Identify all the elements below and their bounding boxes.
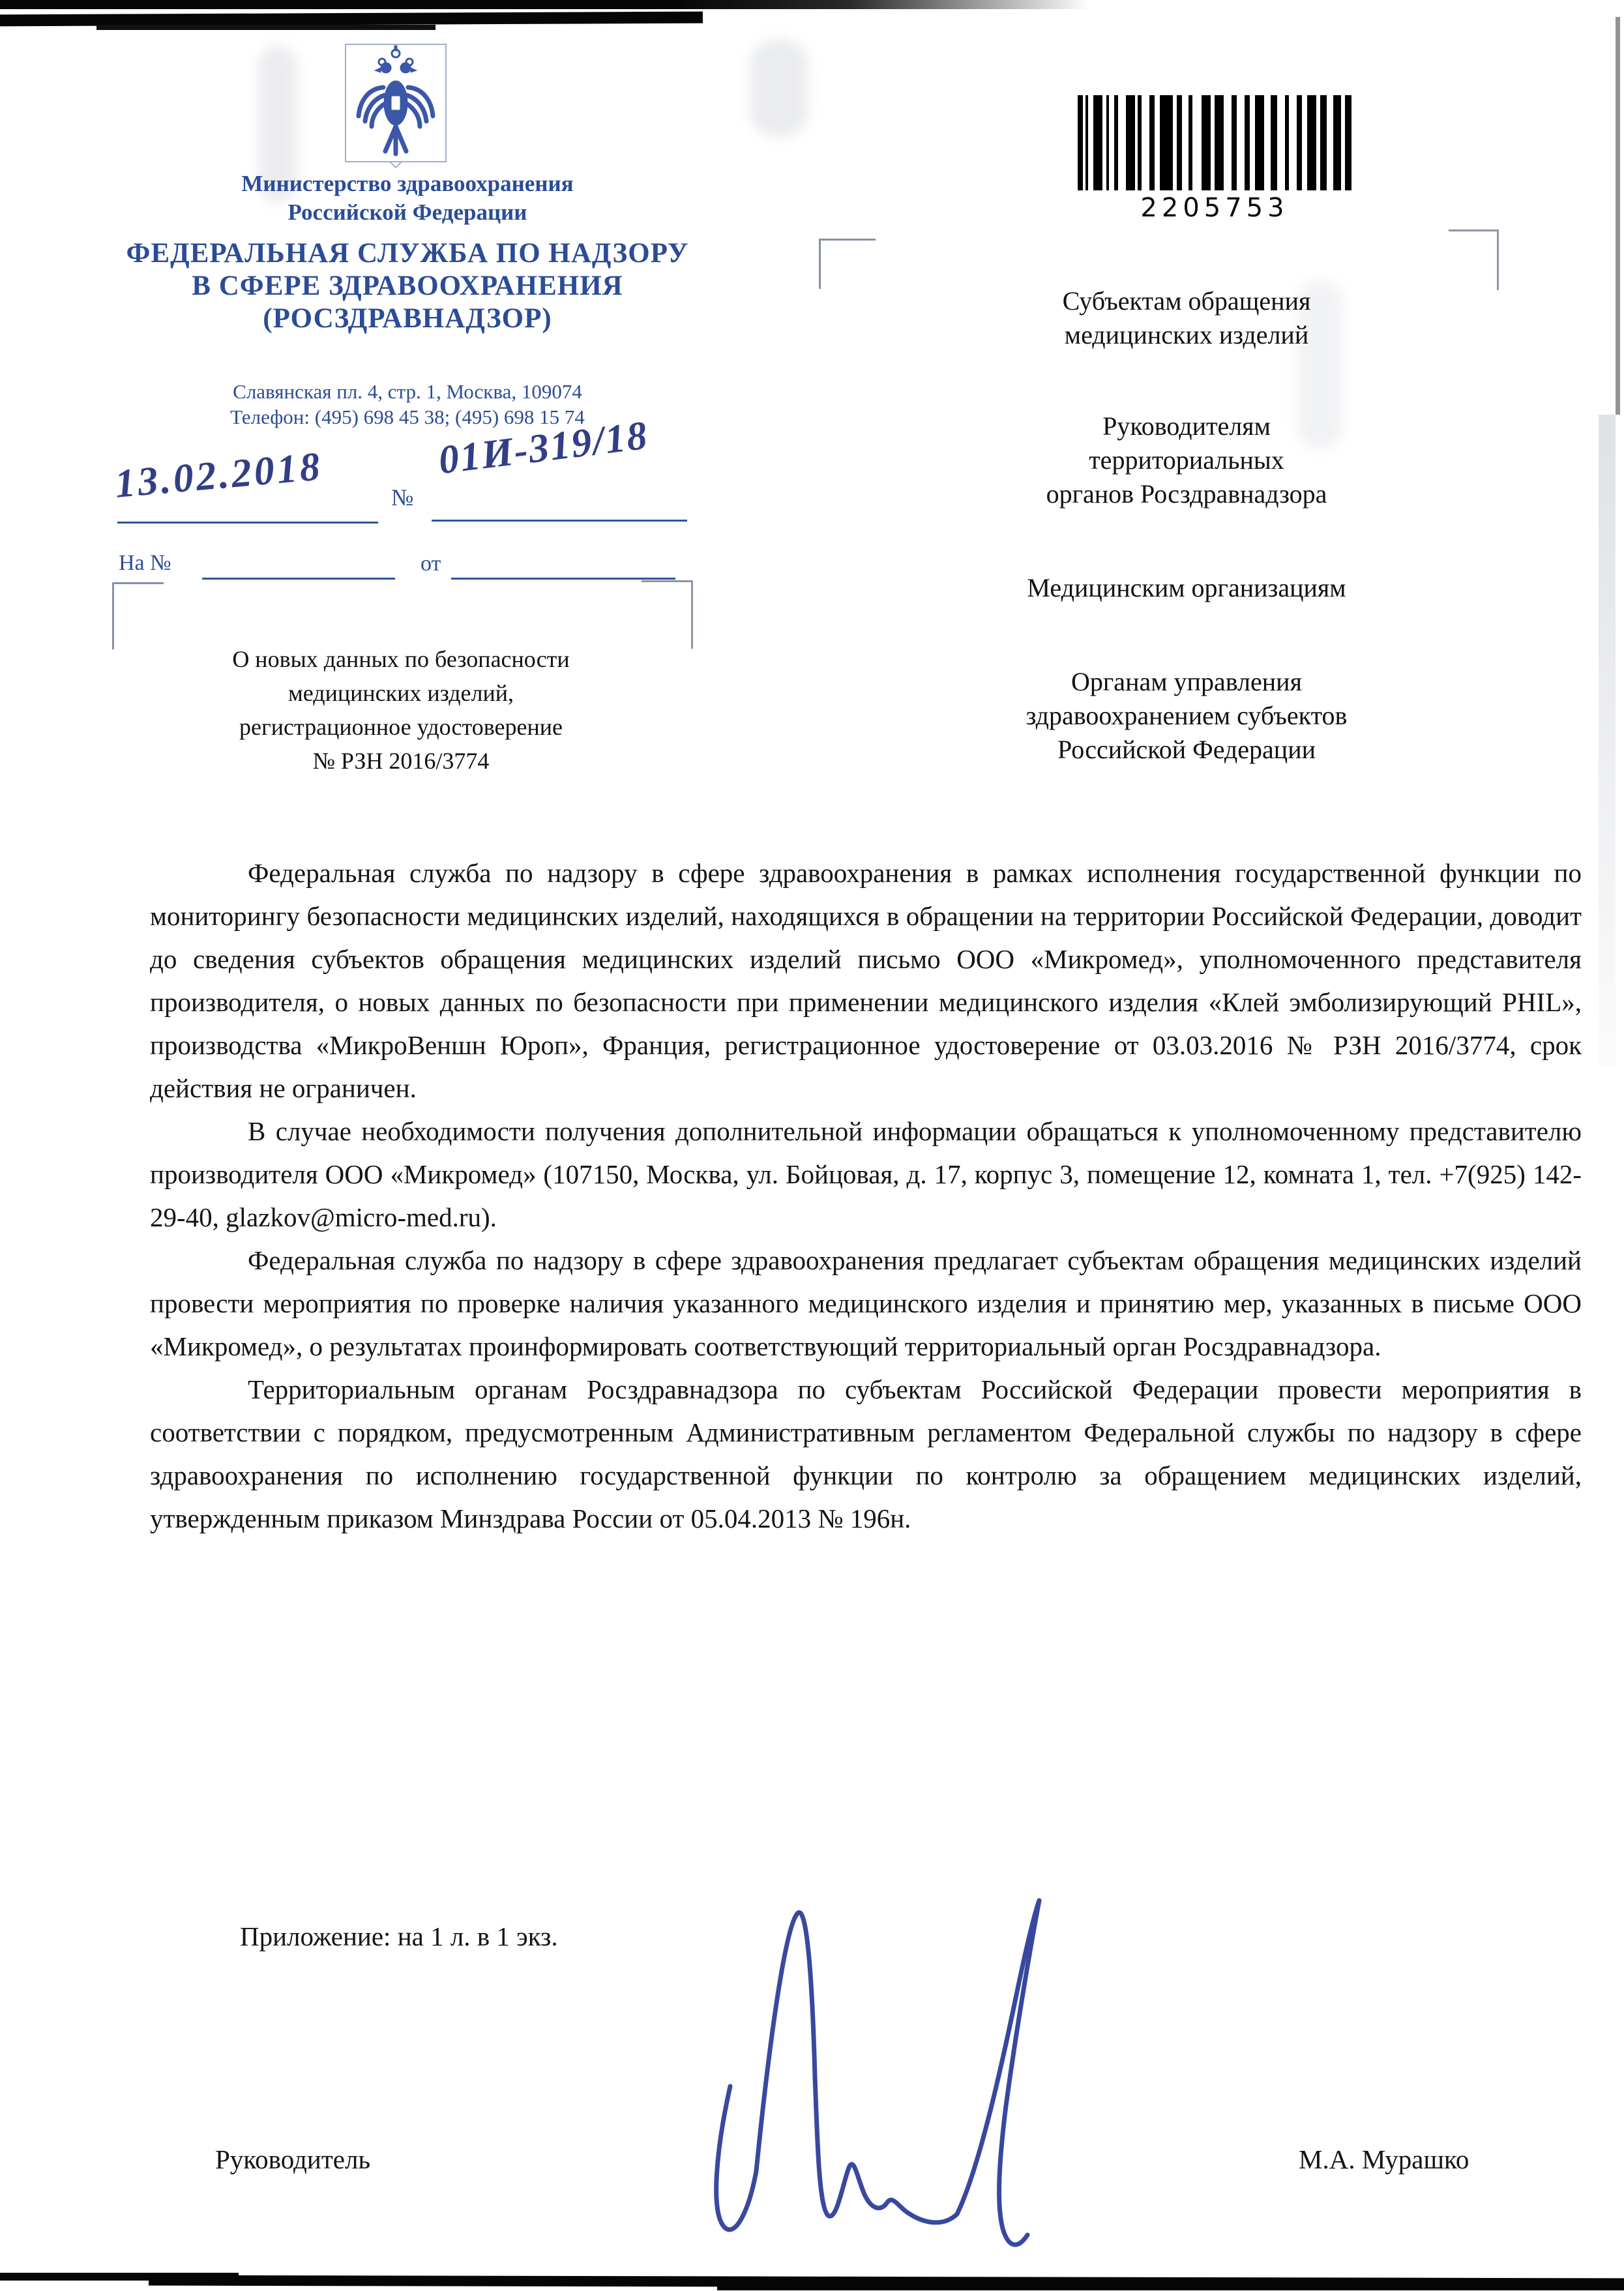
subject-line: № РЗН 2016/3774 (312, 748, 490, 774)
addressee-group (900, 571, 1473, 605)
addressee-line: здравоохранением субъектов (1026, 701, 1348, 730)
agency-name-line1: ФЕДЕРАЛЬНАЯ СЛУЖБА ПО НАДЗОРУ (126, 238, 689, 269)
addressee-line: Субъектам обращения (1062, 286, 1311, 316)
handwritten-signature (639, 1852, 1134, 2282)
barcode-number: 2205753 (1140, 193, 1289, 223)
addressee-group (900, 284, 1473, 352)
scan-artifact-top (96, 25, 436, 30)
scan-artifact-bottom (717, 2283, 1624, 2290)
body-paragraph: Территориальным органам Росздравнадзора по субъектам Российской Федерации провести мероприятия в соответствии с порядком, предусмотренным Административным регламентом Федеральной службы по надзору в сфере здравоохранения по исполнению государственной функции по контролю за обращением медицинских изделий, утвержденным приказом Минздрава России от 05.04.2013 № 196н. (150, 1374, 1582, 1533)
reply-number-underline (202, 578, 395, 580)
signer-position-title: Руководитель (215, 2144, 371, 2174)
addressee-line: Руководителям (1102, 411, 1271, 441)
addressee-line: медицинских изделий (1064, 320, 1309, 349)
addressee-line: Медицинским организациям (1027, 573, 1346, 602)
agency-phone: Телефон: (495) 698 45 38; (495) 698 15 74 (230, 406, 585, 428)
addressee-group (900, 409, 1473, 511)
addressee-line: Органам управления (1071, 667, 1302, 696)
subject-line: медицинских изделий, (288, 680, 514, 706)
addressee-line: территориальных (1089, 445, 1284, 475)
agency-name-line2: В СФЕРЕ ЗДРАВООХРАНЕНИЯ (192, 271, 623, 301)
addressee-corner-mark-left (819, 239, 876, 289)
attachment-note: Приложение: на 1 л. в 1 экз. (240, 1921, 558, 1951)
handwritten-outgoing-number: 01И-319/18 (436, 413, 651, 483)
number-underline (432, 520, 687, 522)
scan-artifact-right-edge (1599, 415, 1616, 1067)
scan-artifact-right-edge (1616, 17, 1620, 415)
reply-to-number-label: На № (119, 551, 171, 575)
barcode (1078, 95, 1351, 190)
number-sign-label: № (391, 484, 414, 510)
handwritten-date: 13.02.2018 (113, 444, 325, 507)
reply-date-underline (451, 578, 675, 580)
subject-corner-mark-left (112, 582, 164, 649)
subject-corner-mark-right (642, 580, 693, 649)
scan-artifact-top (0, 0, 1090, 9)
addressee-group (900, 665, 1473, 767)
reply-from-date-label: от (421, 552, 441, 576)
ministry-name-line1: Министерство здравоохранения (241, 171, 574, 196)
agency-name-line3: (РОСЗДРАВНАДЗОР) (263, 303, 552, 334)
scan-artifact-top (0, 12, 703, 27)
addressee-line: Российской Федерации (1057, 735, 1316, 764)
signer-name: М.А. Мурашко (1299, 2144, 1469, 2174)
addressee-corner-mark-right (1449, 229, 1499, 290)
letter-body (150, 851, 1582, 1540)
body-paragraph: Федеральная служба по надзору в сфере здравоохранения предлагает субъектам обращения медицинских изделий провести мероприятия по проверке наличия указанного медицинского изделия и принятию мер, указанных в письме ООО «Микромед», о результатах проинформировать соответствующий территориальный орган Росздравнадзора. (150, 1245, 1582, 1361)
subject-line: О новых данных по безопасности (232, 646, 570, 672)
body-paragraph: В случае необходимости получения дополнительной информации обращаться к уполномоченному представителю производителя ООО «Микромед» (107150, Москва, ул. Бойцовая, д. 17, корпус 3, помещение 12, комната 1, тел. +7(925) 142-29-40, glazkov@micro-med.ru). (150, 1116, 1582, 1232)
body-paragraph: Федеральная служба по надзору в сфере здравоохранения в рамках исполнения государственной функции по мониторингу безопасности медицинских изделий, находящихся в обращении на территории Российской Федерации, доводит до сведения субъектов обращения медицинских изделий письмо ООО «Микромед», уполномоченного представителя производителя, о новых данных по безопасности при применении медицинского изделия «Клей эмболизирующий PHIL», производства «МикроВеншн Юроп», Франция, регистрационное удостоверение от 03.03.2016 № РЗН 2016/3774, срок действия не ограничен. (150, 858, 1582, 1103)
subject-line: регистрационное удостоверение (239, 714, 563, 740)
agency-address: Славянская пл. 4, стр. 1, Москва, 109074 (233, 380, 582, 403)
letter-subject (130, 642, 672, 778)
addressee-line: органов Росздравнадзора (1046, 479, 1327, 509)
scan-smudge (750, 39, 808, 137)
russia-coat-of-arms-icon (344, 43, 447, 168)
ministry-name-line2: Российской Федерации (288, 200, 527, 225)
date-underline (117, 522, 378, 524)
